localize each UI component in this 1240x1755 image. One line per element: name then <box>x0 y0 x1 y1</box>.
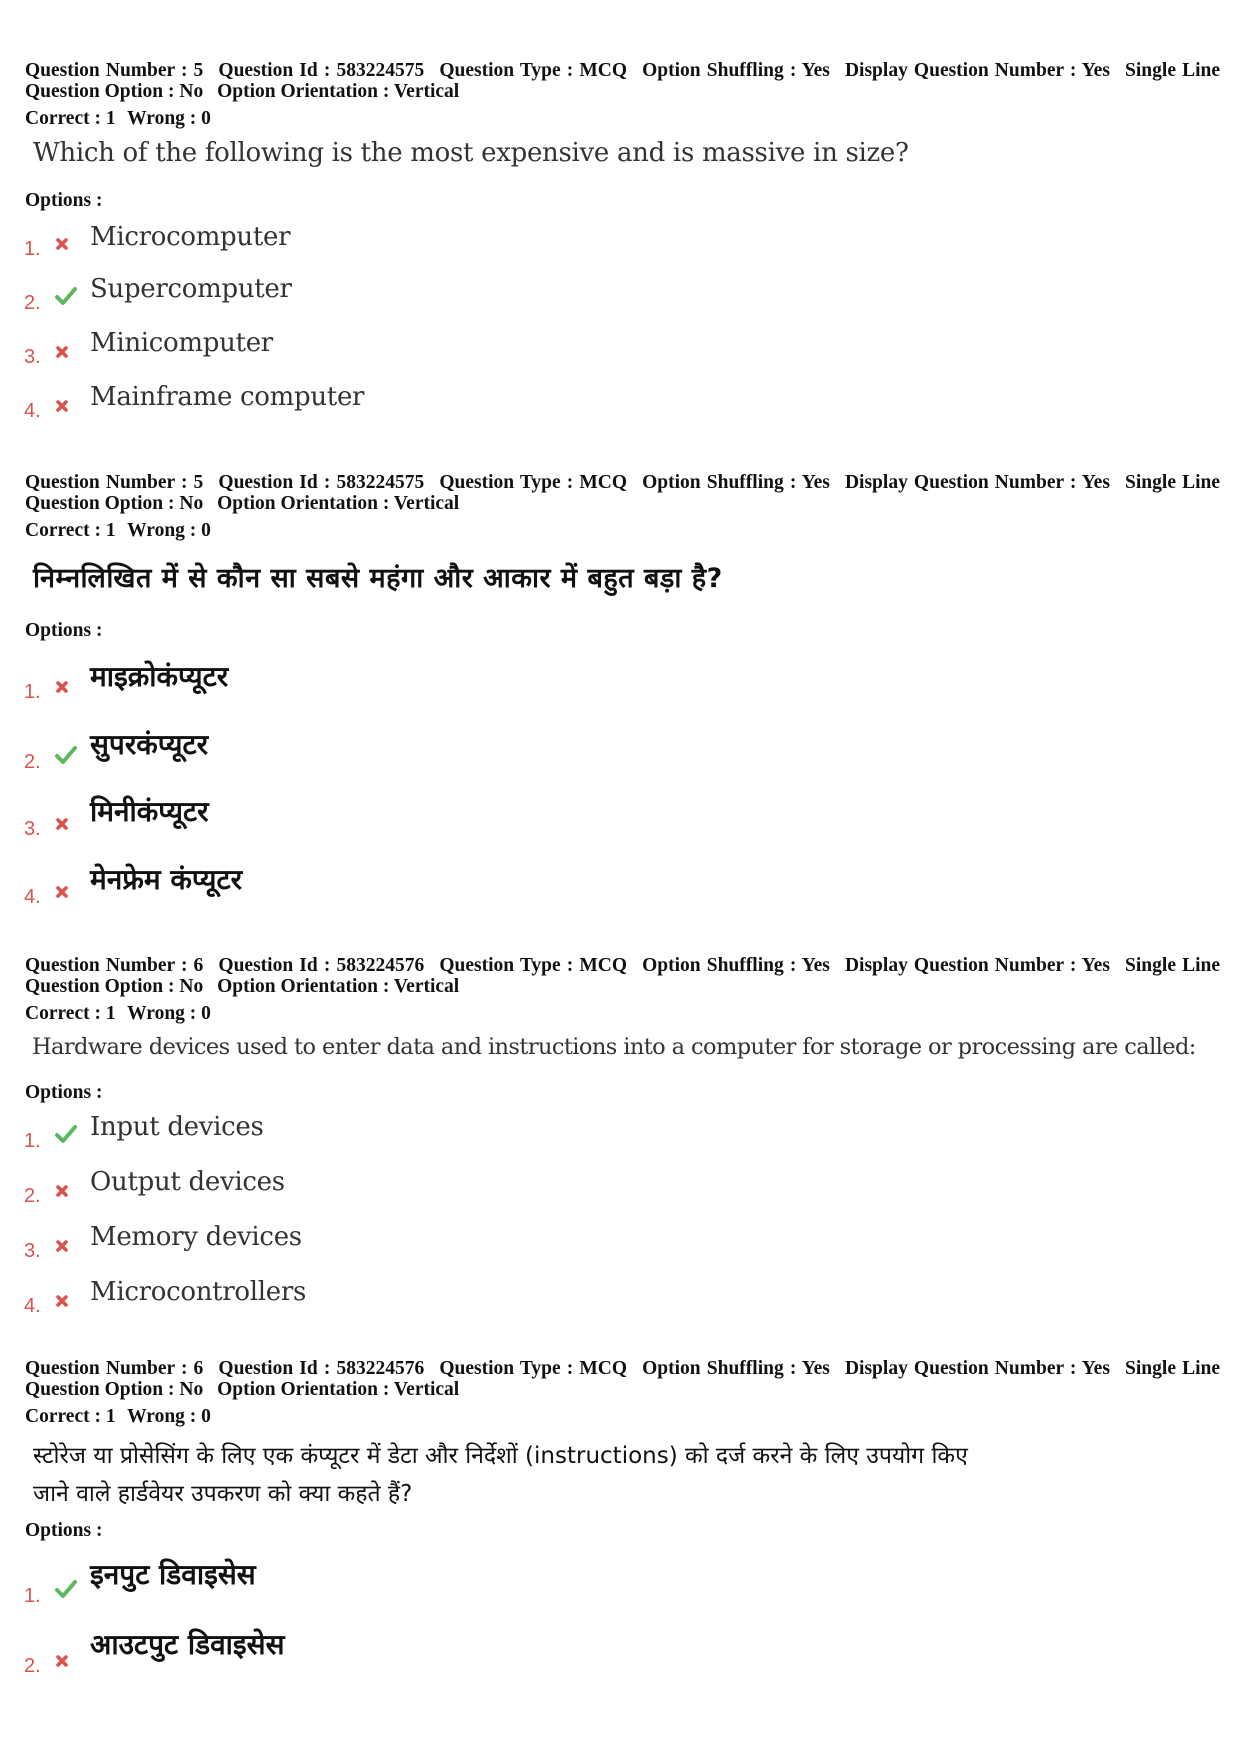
option-text: Supercomputer <box>90 274 292 304</box>
option-item[interactable] <box>24 1555 924 1607</box>
question-meta <box>25 472 1220 542</box>
options-label: Options : <box>25 190 103 211</box>
score-line: Correct : 1 Wrong : 0 <box>25 1003 211 1024</box>
option-item[interactable] <box>24 330 924 370</box>
cross-icon <box>54 884 70 905</box>
score-line: Correct : 1 Wrong : 0 <box>25 1406 211 1427</box>
question-meta-line: Question Number : 6 Question Id : 583224576 Question Type : MCQ Option Shuffling : Yes Display Question Number : Yes Single Line Question Option : No Option Orientation : Vertical <box>25 955 1221 997</box>
check-icon <box>54 1579 78 1604</box>
option-item[interactable] <box>24 276 924 316</box>
option-text: इनपुट डिवाइसेस <box>90 1558 256 1591</box>
question-meta <box>25 1358 1220 1428</box>
question-meta <box>25 955 1220 1025</box>
option-item[interactable] <box>24 1277 924 1317</box>
option-text: मिनीकंप्यूटर <box>90 795 209 828</box>
option-number: 4. <box>24 1295 41 1317</box>
score-line: Correct : 1 Wrong : 0 <box>25 520 211 541</box>
option-number: 4. <box>24 400 41 422</box>
option-text: Microcomputer <box>90 222 291 252</box>
option-text: माइक्रोकंप्यूटर <box>90 660 229 693</box>
option-item[interactable] <box>24 860 924 908</box>
question-text-line-2: जाने वाले हार्डवेयर उपकरण को क्या कहते हैं? <box>33 1481 413 1507</box>
options-label: Options : <box>25 620 103 641</box>
option-number: 2. <box>24 292 41 314</box>
option-item[interactable] <box>24 1222 924 1262</box>
option-text: Mainframe computer <box>90 382 365 412</box>
option-text: Output devices <box>90 1167 285 1197</box>
option-number: 1. <box>24 1585 41 1607</box>
cross-icon <box>54 1238 70 1259</box>
option-item[interactable] <box>24 1112 924 1152</box>
option-number: 1. <box>24 681 41 703</box>
option-number: 4. <box>24 886 41 908</box>
cross-icon <box>54 398 70 419</box>
options-label: Options : <box>25 1520 103 1541</box>
check-icon <box>54 1124 78 1149</box>
cross-icon <box>54 1183 70 1204</box>
option-text: मेनफ्रेम कंप्यूटर <box>90 863 243 896</box>
question-meta <box>25 60 1220 130</box>
option-item[interactable] <box>24 1625 924 1677</box>
option-text: आउटपुट डिवाइसेस <box>90 1628 285 1661</box>
score-line: Correct : 1 Wrong : 0 <box>25 108 211 129</box>
question-meta-line: Question Number : 5 Question Id : 583224575 Question Type : MCQ Option Shuffling : Yes Display Question Number : Yes Single Line Question Option : No Option Orientation : Vertical <box>25 60 1221 102</box>
option-text: Microcontrollers <box>90 1277 307 1307</box>
options-label: Options : <box>25 1082 103 1103</box>
question-text: Which of the following is the most expensive and is massive in size? <box>33 138 909 168</box>
option-number: 2. <box>24 1185 41 1207</box>
option-number: 1. <box>24 238 41 260</box>
question-text-line-1: स्टोरेज या प्रोसेसिंग के लिए एक कंप्यूटर में डेटा और निर्देशों (instructions) को दर्ज करने के लिए उपयोग किए <box>33 1443 968 1469</box>
option-number: 1. <box>24 1130 41 1152</box>
option-text: Memory devices <box>90 1222 302 1252</box>
question-meta-line: Question Number : 6 Question Id : 583224576 Question Type : MCQ Option Shuffling : Yes Display Question Number : Yes Single Line Question Option : No Option Orientation : Vertical <box>25 1358 1221 1400</box>
option-text: Input devices <box>90 1112 264 1142</box>
cross-icon <box>54 344 70 365</box>
question-text: निम्नलिखित में से कौन सा सबसे महंगा और आकार में बहुत बड़ा है? <box>33 563 723 594</box>
option-number: 2. <box>24 751 41 773</box>
option-item[interactable] <box>24 384 924 424</box>
question-text: Hardware devices used to enter data and instructions into a computer for storage or processing are called: <box>32 1034 1196 1060</box>
option-item[interactable] <box>24 222 924 262</box>
option-text: सुपरकंप्यूटर <box>90 728 209 761</box>
cross-icon <box>54 1293 70 1314</box>
option-item[interactable] <box>24 1167 924 1207</box>
cross-icon <box>54 679 70 700</box>
option-item[interactable] <box>24 655 924 703</box>
option-text: Minicomputer <box>90 328 273 358</box>
option-number: 3. <box>24 346 41 368</box>
check-icon <box>54 286 78 311</box>
cross-icon <box>54 1653 70 1674</box>
option-number: 3. <box>24 1240 41 1262</box>
option-item[interactable] <box>24 792 924 840</box>
question-meta-line: Question Number : 5 Question Id : 583224575 Question Type : MCQ Option Shuffling : Yes Display Question Number : Yes Single Line Question Option : No Option Orientation : Vertical <box>25 472 1221 514</box>
option-item[interactable] <box>24 725 924 773</box>
check-icon <box>54 745 78 770</box>
option-number: 2. <box>24 1655 41 1677</box>
cross-icon <box>54 816 70 837</box>
cross-icon <box>54 236 70 257</box>
option-number: 3. <box>24 818 41 840</box>
